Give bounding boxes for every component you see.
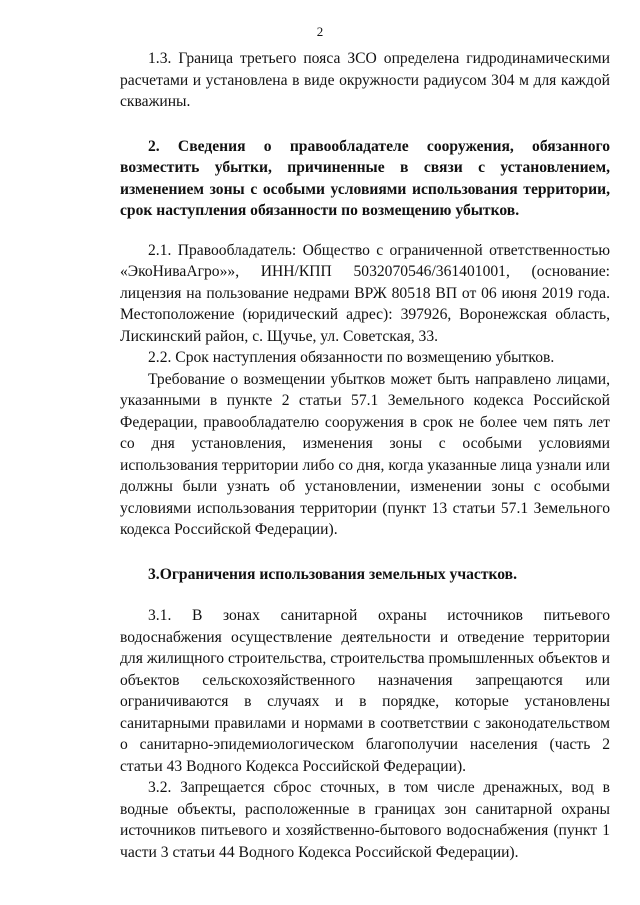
spacer [120,541,610,564]
section-2-heading: 2. Сведения о правообладателе сооружения, обязанного возместить убытки, причиненные в связи с установлением, изменением зоны с особыми условиями использования территории, срок наступления обязанности по возмещению убытков. [120,137,610,219]
paragraph-2-2-body: Требование о возмещении убытков может быть направлено лицами, указанными в пункте 2 статьи 57.1 Земельного кодекса Российской Федерации, правообладателю сооружения в срок не более чем пять лет со дня установления, изменения зоны с особыми условиями использования территории либо со дня, когда указанные лица узнали или должны были узнать об установлении, изменении зоны с особыми условиями использования территории (пункт 13 статьи 57.1 Земельного кодекса Российской Федерации). [120,370,610,538]
paragraph-3-1: 3.1. В зонах санитарной охраны источников питьевого водоснабжения осуществление деятельности и отведение территории для жилищного строительства, строительства промышленных объектов и объектов сельскохозяйственного назначения запрещаются или ограничиваются в случаях и в порядке, которые установлены санитарными правилами и нормами в соответствии с законодательством о санитарно-эпидемиологическом благополучии населения (часть 2 статьи 43 Водного Кодекса Российской Федерации). [120,607,610,775]
document-body [120,48,610,863]
paragraph-1-3: 1.3. Граница третьего пояса ЗСО определена гидродинамическими расчетами и установлена в виде окружности радиусом 304 м для каждой скважины. [120,50,610,110]
paragraph-2-2: 2.2. Срок наступления обязанности по возмещению убытков. [148,349,555,366]
page-number: 2 [316,24,324,39]
spacer [120,113,610,136]
paragraph-2-1: 2.1. Правообладатель: Общество с ограниченной ответственностью «ЭкоНиваАгро»», ИНН/КПП 5032070546/361401001, (основание: лицензия на пользование недрами ВРЖ 80518 ВП от 06 июня 2019 года. Местоположение (юридический адрес): 397926, Воронежская область, Лискинский район, с. Щучье, ул. Советская, 33. [120,241,610,345]
section-3-heading: 3.Ограничения использования земельных участков. [148,565,518,583]
spacer [120,222,610,240]
spacer [120,585,610,605]
paragraph-3-2: 3.2. Запрещается сброс сточных, в том числе дренажных, вод в водные объекты, расположенные в границах зон санитарной охраны источников питьевого и хозяйственно-бытового водоснабжения (пункт 1 части 3 статьи 44 Водного Кодекса Российской Федерации). [120,779,610,861]
